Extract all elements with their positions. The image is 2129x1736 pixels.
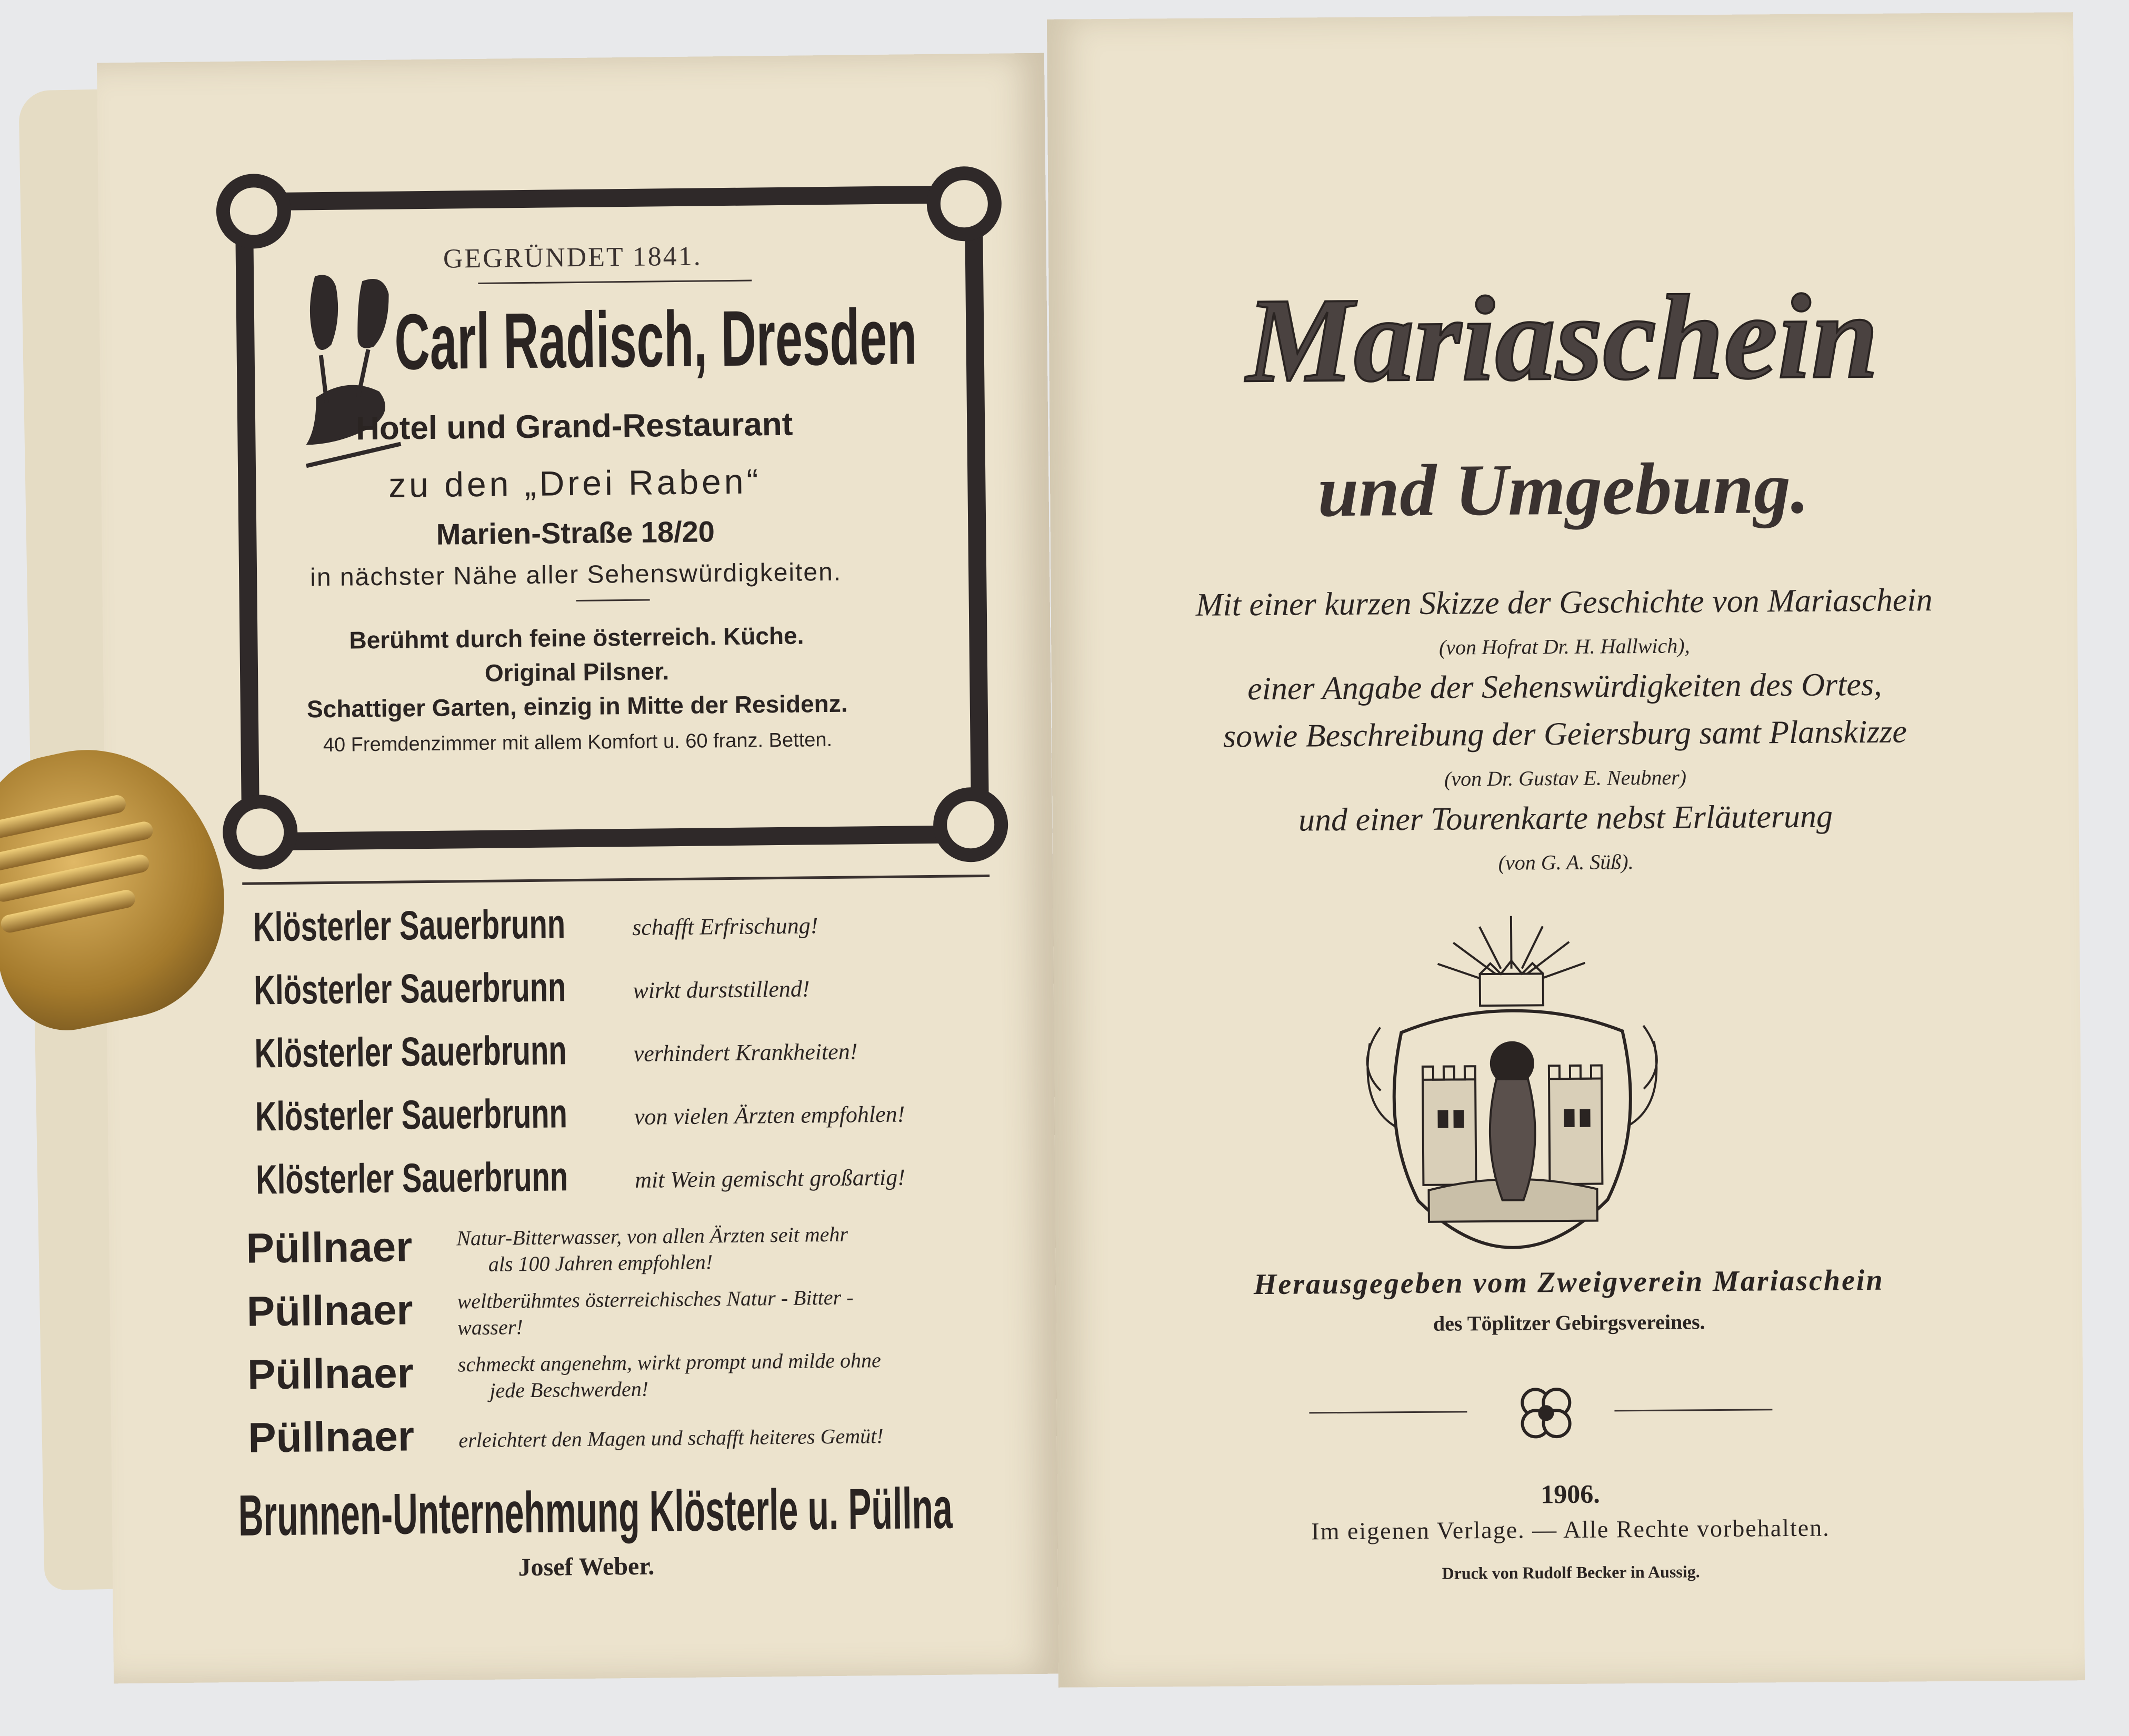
hotel-line1: Berühmt durch feine österreich. Küche. xyxy=(349,621,804,654)
list-item: Klösterler Sauerbrunn wirkt durststillend! xyxy=(253,964,810,1013)
frame-ornament xyxy=(223,795,298,870)
left-page xyxy=(97,53,1061,1684)
right-page xyxy=(1047,12,2085,1688)
section-divider xyxy=(242,875,989,885)
hotel-name: Carl Radisch, Dresden xyxy=(394,292,917,386)
hotel-line4: 40 Fremdenzimmer mit allem Komfort u. 60 franz. Betten. xyxy=(323,728,833,757)
page-title: Mariaschein xyxy=(1245,268,1879,408)
list-item: Klösterler Sauerbrunn mit Wein gemischt großartig! xyxy=(255,1153,906,1203)
list-item: Klösterler Sauerbrunn von vielen Ärzten empfohlen! xyxy=(255,1090,905,1140)
publisher-line: Herausgegeben vom Zweigverein Mariaschein xyxy=(1253,1263,1884,1301)
founded-text: GEGRÜNDET 1841. xyxy=(443,241,703,274)
year: 1906. xyxy=(1541,1479,1600,1509)
publisher-subline: des Töplitzer Gebirgsvereines. xyxy=(1433,1310,1705,1336)
printer-text: Druck von Rudolf Becker in Aussig. xyxy=(1442,1562,1700,1583)
desc-line: Mit einer kurzen Skizze der Geschichte von Mariaschein xyxy=(1195,582,1933,623)
hotel-address: Marien-Straße 18/20 xyxy=(436,515,715,551)
list-item: Püllnaer weltberühmtes österreichisches Natur - Bitter - wasser! xyxy=(246,1285,854,1340)
flower-icon xyxy=(1517,1384,1575,1442)
desc-line: (von G. A. Süß). xyxy=(1498,850,1634,875)
list-item: Püllnaer Natur-Bitterwasser, von allen Ärzten seit mehr als 100 Jahren empfohlen! xyxy=(246,1222,848,1276)
desc-line: und einer Tourenkarte nebst Erläuterung xyxy=(1298,798,1833,838)
company-name: Brunnen-Unternehmung Klösterle u. Püllna xyxy=(238,1476,953,1548)
hotel-line2: Original Pilsner. xyxy=(484,657,669,687)
list-item: Klösterler Sauerbrunn schafft Erfrischung! xyxy=(253,900,818,950)
list-item: Klösterler Sauerbrunn verhindert Krankheiten! xyxy=(254,1027,858,1077)
list-item: Püllnaer erleichtert den Magen und schafft heiteres Gemüt! xyxy=(247,1412,884,1461)
page-subtitle: und Umgebung. xyxy=(1317,447,1810,533)
rights-text: Im eigenen Verlage. — Alle Rechte vorbehalten. xyxy=(1311,1514,1830,1545)
desc-line: einer Angabe der Sehenswürdigkeiten des Ortes, xyxy=(1247,666,1882,707)
frame-ornament xyxy=(926,166,1002,242)
divider xyxy=(1309,1411,1467,1413)
hotel-location: in nächster Nähe aller Sehenswürdigkeiten. xyxy=(309,558,842,592)
hotel-line3: Schattiger Garten, einzig in Mitte der Residenz. xyxy=(306,689,848,723)
company-owner: Josef Weber. xyxy=(518,1552,655,1582)
list-item: Püllnaer schmeckt angenehm, wirkt prompt und milde ohne jede Beschwerden! xyxy=(247,1348,881,1402)
divider xyxy=(1614,1409,1772,1411)
desc-line: (von Hofrat Dr. H. Hallwich), xyxy=(1438,634,1690,659)
frame-ornament xyxy=(933,787,1008,862)
coat-of-arms-icon xyxy=(1348,905,1677,1254)
frame-ornament xyxy=(216,174,291,249)
desc-line: sowie Beschreibung der Geiersburg samt Planskizze xyxy=(1223,714,1907,755)
desc-line: (von Dr. Gustav E. Neubner) xyxy=(1444,765,1687,791)
hotel-type: Hotel und Grand-Restaurant xyxy=(355,406,793,447)
hotel-house: zu den „Drei Raben“ xyxy=(388,461,762,505)
